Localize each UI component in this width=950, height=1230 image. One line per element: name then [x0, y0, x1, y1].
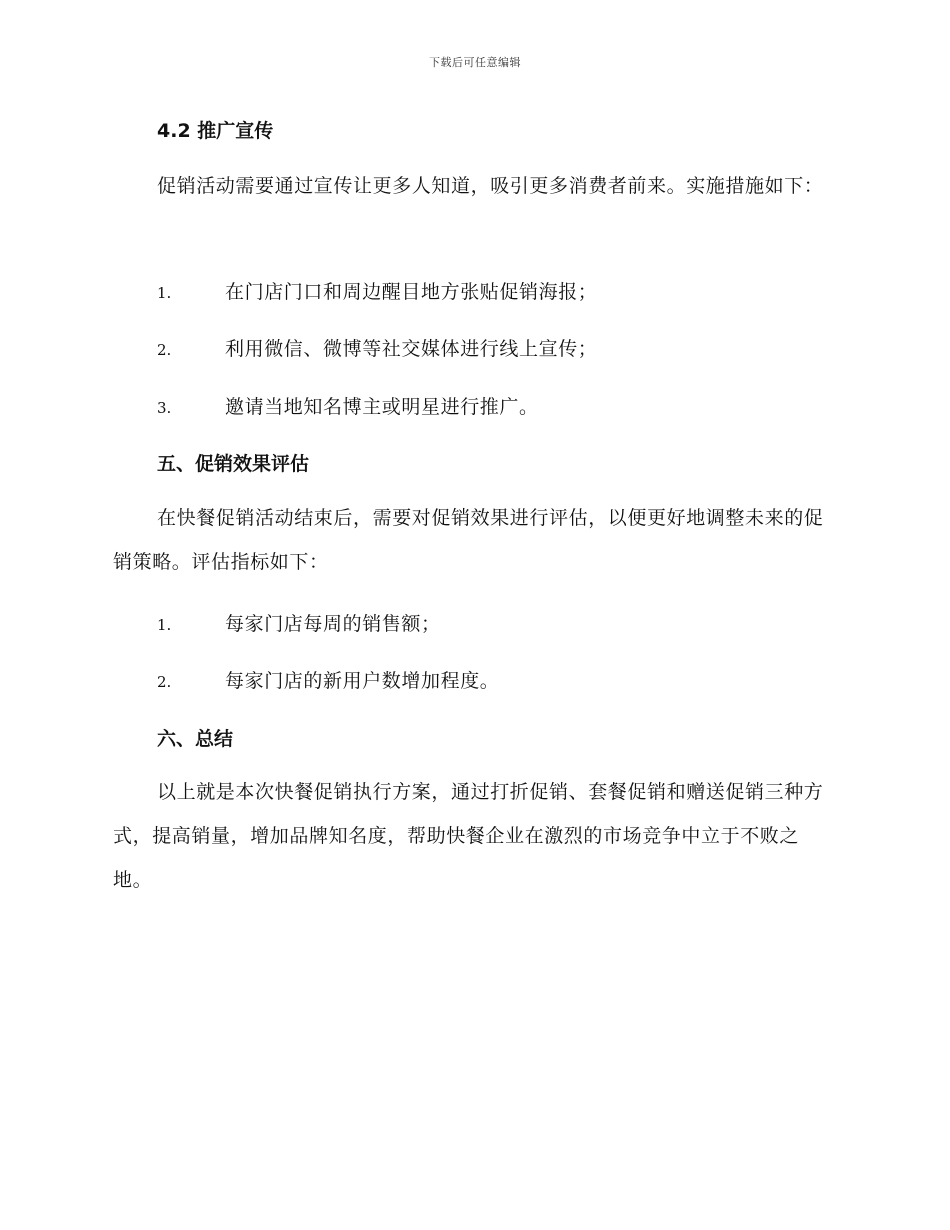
list-item: [157, 277, 837, 304]
list-item: [157, 392, 837, 419]
list-text: 在门店门口和周边醒目地方张贴促销海报；: [225, 281, 598, 303]
list-text: 每家门店的新用户数增加程度。: [225, 670, 500, 692]
section-6-body: 以上就是本次快餐促销执行方案，通过打折促销、套餐促销和赠送促销三种方式，提高销量，增加品牌知名度，帮助快餐企业在激烈的市场竞争中立于不败之地。: [113, 781, 824, 891]
list-number: 2.: [157, 673, 172, 691]
list-text: 利用微信、微博等社交媒体进行线上宣传；: [225, 338, 598, 360]
list-text: 每家门店每周的销售额；: [225, 613, 441, 635]
list-number: 1.: [157, 284, 172, 302]
section-heading-4-2: 4.2 推广宣传: [157, 120, 274, 142]
list-item: [157, 609, 837, 636]
header-note: 下载后可任意编辑: [429, 56, 521, 69]
list-text: 邀请当地知名博主或明星进行推广。: [225, 396, 539, 418]
list-item: [157, 666, 837, 693]
list-number: 3.: [157, 399, 172, 417]
section-5-intro: 在快餐促销活动结束后，需要对促销效果进行评估，以便更好地调整未来的促销策略。评估指标如下：: [113, 507, 824, 573]
list-item: [157, 334, 837, 361]
section-4-2-intro: 促销活动需要通过宣传让更多人知道，吸引更多消费者前来。实施措施如下：: [157, 175, 824, 197]
section-heading-5: 五、促销效果评估: [157, 453, 310, 475]
list-number: 1.: [157, 616, 172, 634]
list-number: 2.: [157, 341, 172, 359]
section-heading-6: 六、总结: [157, 728, 234, 750]
